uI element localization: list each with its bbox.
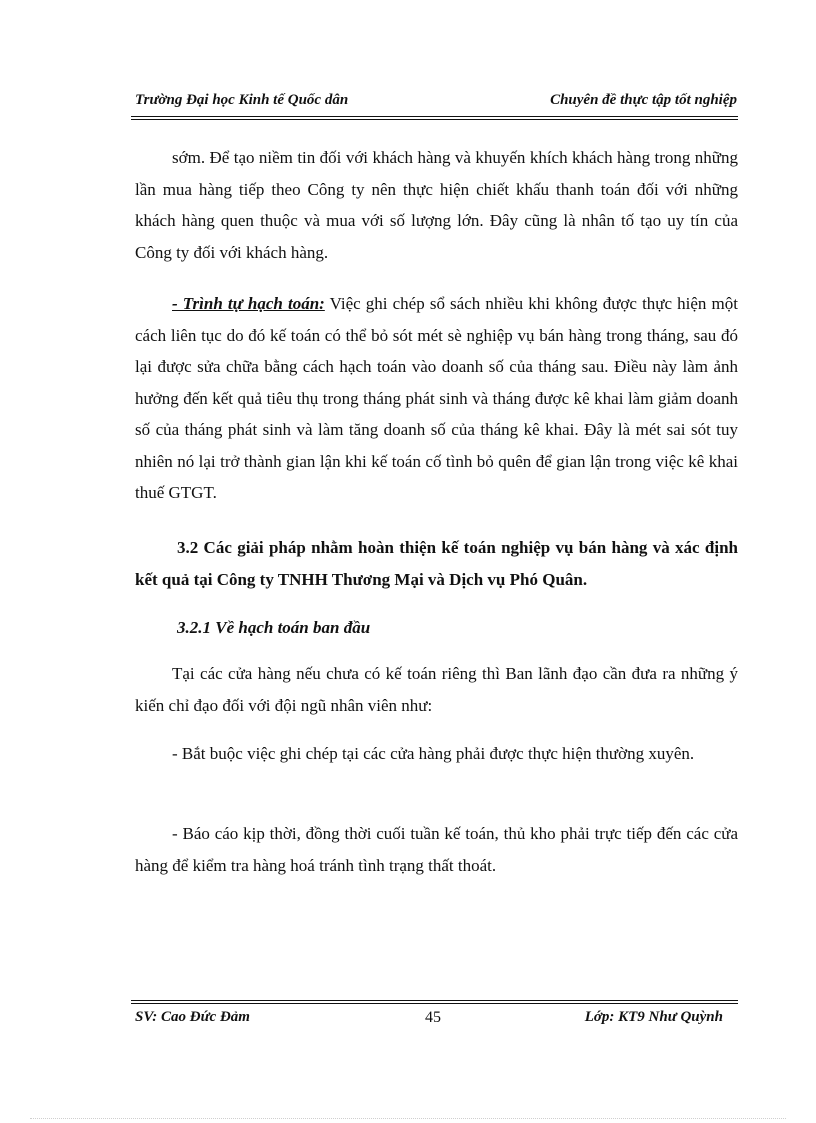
paragraph-3: Tại các cửa hàng nếu chưa có kế toán riêng thì Ban lãnh đạo cần đưa ra những ý kiến chỉ đạo đối với đội ngũ nhân viên như: [135, 664, 738, 715]
footer-class: Lớp: KT9 Như Quỳnh [584, 1009, 723, 1025]
section-heading-block [135, 532, 738, 595]
paragraph-2-block [135, 288, 738, 509]
footer-rule [131, 1000, 738, 1004]
page-number: 45 [425, 1009, 441, 1026]
bullet-item-1: - Bắt buộc việc ghi chép tại các cửa hàng phải được thực hiện thường xuyên. [172, 744, 695, 763]
page-edge-dots [30, 1118, 786, 1119]
bullet-item-2: - Báo cáo kịp thời, đồng thời cuối tuần kế toán, thủ kho phải trực tiếp đến các cửa hàng để kiểm tra hàng hoá tránh tình trạng thất thoát. [135, 824, 738, 875]
page-header [135, 90, 737, 116]
footer-student: SV: Cao Đức Đảm [135, 1009, 250, 1025]
section-heading-3-2: 3.2 Các giải pháp nhằm hoàn thiện kế toán nghiệp vụ bán hàng và xác định kết quả tại Công ty TNHH Thương Mại và Dịch vụ Phó Quân. [135, 538, 738, 589]
paragraph-5-block [135, 818, 738, 881]
paragraph-2 [135, 288, 738, 509]
paragraph-1-block [135, 142, 738, 268]
procedure-label: - Trình tự hạch toán: [172, 294, 325, 313]
paragraph-1: sớm. Để tạo niềm tin đối với khách hàng và khuyến khích khách hàng trong những lần mua hàng tiếp theo Công ty nên thực hiện chiết khấu thanh toán đối với những khách hàng quen thuộc và mua với số lượng lớn. Đây cũng là nhân tố tạo uy tín của Công ty đối với khách hàng. [135, 148, 738, 262]
page-footer [135, 1009, 735, 1033]
subsection-heading-3-2-1: 3.2.1 Về hạch toán ban đầu [177, 618, 371, 637]
subsection-heading-block [135, 612, 738, 644]
paragraph-4-block [135, 738, 738, 770]
header-school: Trường Đại học Kinh tế Quốc dân [135, 92, 349, 108]
paragraph-2-text: Việc ghi chép sổ sách nhiều khi không được thực hiện một cách liên tục do đó kế toán có thể bỏ sót mét sè nghiệp vụ bán hàng trong tháng, sau đó lại được sửa chữa bằng cách hạch toán vào doanh số của tháng sau. Điều này làm ảnh hưởng đến kết quả tiêu thụ trong tháng phát sinh và tháng được kê khai làm giảm doanh số của tháng phát sinh và làm tăng doanh số của tháng kê khai. Đây là mét sai sót tuy nhiên nó lại trở thành gian lận khi kế toán cố tình bỏ quên để gian lận trong việc kê khai thuế GTGT. [135, 294, 738, 502]
header-title: Chuyên đề thực tập tốt nghiệp [550, 92, 737, 108]
header-rule [131, 116, 738, 120]
paragraph-3-block [135, 658, 738, 721]
